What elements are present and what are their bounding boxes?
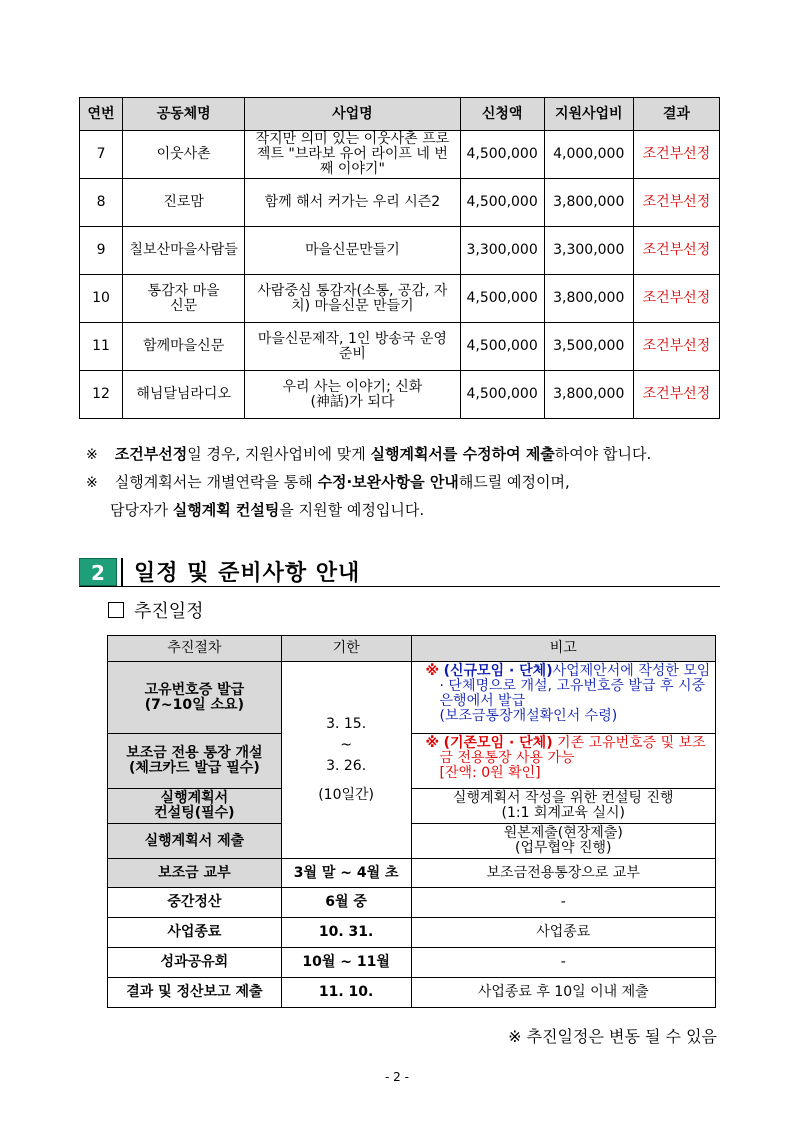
cell-requested: 4,500,000 — [460, 275, 544, 323]
page-number: - 2 - — [385, 1070, 409, 1084]
cell-remarks — [411, 662, 715, 734]
cell-project: 마을신문만들기 — [245, 227, 460, 275]
cell-requested: 3,300,000 — [460, 227, 544, 275]
col-header-deadline: 기한 — [281, 636, 411, 662]
cell-deadline-merged — [281, 662, 411, 859]
note-text: 해드릴 예정이며, — [458, 473, 570, 491]
cell-procedure: 성과공유회 — [108, 948, 282, 978]
note-symbol: ※ — [425, 735, 440, 751]
cell-deadline: 3월 말 ~ 4월 초 — [281, 859, 411, 888]
note-symbol: ※ — [425, 663, 440, 679]
cell-deadline: 11. 10. — [281, 978, 411, 1008]
cell-no: 10 — [80, 275, 123, 323]
note-text: 기존 고유번호증 및 보조금 전용통장 사용 가능 — [439, 735, 706, 766]
section-underline — [79, 586, 720, 587]
schedule-footnote: ※ 추진일정은 변동 될 수 있음 — [508, 1027, 717, 1046]
cell-group: 이웃사촌 — [123, 131, 245, 179]
table-row — [80, 323, 720, 371]
cell-group: 진로맘 — [123, 179, 245, 227]
note-text: 하여야 합니다. — [554, 445, 652, 463]
cell-deadline: 6월 중 — [281, 888, 411, 918]
cell-result: 조건부선정 — [633, 275, 719, 323]
cell-group: 칠보산마을사람들 — [123, 227, 245, 275]
procedure-sublabel: 컨설팅(필수) — [154, 805, 235, 821]
cell-requested: 4,500,000 — [460, 179, 544, 227]
cell-remarks — [411, 734, 715, 789]
table-row — [108, 859, 716, 888]
procedure-sublabel: (7~10일 소요) — [144, 696, 244, 713]
cell-procedure: 보조금 교부 — [108, 859, 282, 888]
cell-project: 마을신문제작, 1인 방송국 운영 준비 — [245, 323, 460, 371]
section-divider-bar — [121, 558, 123, 586]
table-row — [108, 789, 716, 824]
cell-no: 8 — [80, 179, 123, 227]
cell-remarks: 사업종료 — [411, 918, 715, 948]
table-row — [108, 888, 716, 918]
procedure-label: 고유번호증 발급 — [144, 681, 245, 698]
cell-requested: 4,500,000 — [460, 131, 544, 179]
note-emphasis: 조건부선정 — [114, 445, 188, 463]
deadline-duration: (10일간) — [318, 787, 375, 803]
cell-procedure: 결과 및 정산보고 제출 — [108, 978, 282, 1008]
note-emphasis: 실행계획 컨설팅 — [172, 501, 280, 519]
note-text: (1:1 회계교육 실시) — [501, 805, 625, 821]
note-text: (업무협약 진행) — [514, 840, 612, 856]
subsection-title: 추진일정 — [134, 601, 204, 622]
cell-deadline: 10. 31. — [281, 918, 411, 948]
note-text: 원본제출(현장제출) — [503, 825, 623, 841]
note-text: 사업제안서에 작성한 모임 · 단체명으로 개설, 고유번호증 발급 후 시중은행에서 발급 — [439, 663, 711, 709]
col-header-group: 공동체명 — [123, 98, 245, 131]
schedule-table — [107, 635, 716, 1008]
cell-no: 7 — [80, 131, 123, 179]
table-row — [80, 275, 720, 323]
cell-no: 11 — [80, 323, 123, 371]
col-header-result: 결과 — [633, 98, 719, 131]
procedure-label: 실행계획서 — [160, 790, 229, 806]
note-text: 실행계획서 작성을 위한 컨설팅 진행 — [452, 790, 674, 806]
table-row — [108, 662, 716, 734]
cell-project: 함께 해서 커가는 우리 시즌2 — [245, 179, 460, 227]
cell-project: 사람중심 통감자(소통, 공감, 자치) 마을신문 만들기 — [245, 275, 460, 323]
table-row — [80, 179, 720, 227]
cell-result: 조건부선정 — [633, 179, 719, 227]
cell-project: 작지만 의미 있는 이웃사촌 프로젝트 "브라보 유어 라이프 네 번째 이야기" — [245, 131, 460, 179]
selection-result-table — [79, 97, 720, 419]
cell-result: 조건부선정 — [633, 323, 719, 371]
col-header-procedure: 추진절차 — [108, 636, 282, 662]
cell-procedure: 사업종료 — [108, 918, 282, 948]
table-row — [80, 227, 720, 275]
cell-no: 9 — [80, 227, 123, 275]
cell-requested: 4,500,000 — [460, 323, 544, 371]
cell-remarks: - — [411, 888, 715, 918]
note-paren: (보조금통장개설확인서 수령) — [439, 708, 618, 724]
cell-remarks: - — [411, 948, 715, 978]
note-text: 을 지원할 예정입니다. — [279, 501, 425, 519]
cell-procedure: 중간정산 — [108, 888, 282, 918]
procedure-label: 보조금 전용 통장 개설 — [126, 745, 263, 761]
note-paren: [잔액: 0원 확인] — [439, 765, 541, 781]
cell-group: 함께마을신문 — [123, 323, 245, 371]
table-row — [108, 824, 716, 859]
cell-procedure — [108, 734, 282, 789]
cell-remarks — [411, 789, 715, 824]
note-text: 실행계획서는 개별연락을 통해 — [114, 473, 318, 491]
cell-remarks: 보조금전용통장으로 교부 — [411, 859, 715, 888]
table-header-row — [108, 636, 716, 662]
deadline-end: 3. 26. — [326, 758, 367, 774]
table-row — [108, 918, 716, 948]
note-emphasis: (기존모임 · 단체) — [443, 735, 553, 751]
note-symbol: ※ — [86, 475, 98, 491]
table-row — [80, 371, 720, 419]
col-header-requested: 신청액 — [460, 98, 544, 131]
section-number-badge: 2 — [79, 558, 117, 586]
checkbox-square-icon — [108, 602, 124, 618]
note-emphasis: 수정·보완사항을 안내 — [317, 473, 459, 491]
cell-remarks — [411, 824, 715, 859]
deadline-tilde: ~ — [340, 737, 352, 753]
cell-procedure — [108, 662, 282, 734]
table-header-row — [80, 98, 720, 131]
cell-result: 조건부선정 — [633, 131, 719, 179]
col-header-remarks: 비고 — [411, 636, 715, 662]
note-conditional — [86, 444, 651, 465]
col-header-project: 사업명 — [245, 98, 460, 131]
cell-result: 조건부선정 — [633, 371, 719, 419]
table-row — [108, 948, 716, 978]
cell-support: 3,800,000 — [544, 179, 633, 227]
cell-no: 12 — [80, 371, 123, 419]
cell-support: 4,000,000 — [544, 131, 633, 179]
note-emphasis: (신규모임 · 단체) — [443, 663, 553, 679]
cell-support: 3,800,000 — [544, 371, 633, 419]
note-text: 일 경우, 지원사업비에 맞게 — [187, 445, 371, 463]
table-row — [80, 131, 720, 179]
cell-support: 3,800,000 — [544, 275, 633, 323]
cell-deadline: 10월 ~ 11월 — [281, 948, 411, 978]
note-symbol: ※ — [86, 447, 98, 463]
note-consulting — [110, 500, 424, 520]
col-header-no: 연번 — [80, 98, 123, 131]
col-header-support: 지원사업비 — [544, 98, 633, 131]
cell-group: 해님달님라디오 — [123, 371, 245, 419]
note-emphasis: 실행계획서를 수정하여 제출 — [370, 445, 555, 463]
cell-result: 조건부선정 — [633, 227, 719, 275]
cell-procedure — [108, 789, 282, 824]
cell-support: 3,300,000 — [544, 227, 633, 275]
note-text: 담당자가 — [110, 501, 173, 519]
section-title: 일정 및 준비사항 안내 — [134, 560, 361, 586]
cell-support: 3,500,000 — [544, 323, 633, 371]
cell-group: 통감자 마을신문 — [123, 275, 245, 323]
cell-requested: 4,500,000 — [460, 371, 544, 419]
cell-procedure: 실행계획서 제출 — [108, 824, 282, 859]
deadline-start: 3. 15. — [326, 716, 367, 732]
note-plan — [86, 472, 570, 493]
procedure-sublabel: (체크카드 발급 필수) — [128, 760, 260, 776]
cell-project: 우리 사는 이야기; 신화(神話)가 되다 — [245, 371, 460, 419]
table-row — [108, 734, 716, 789]
cell-remarks: 사업종료 후 10일 이내 제출 — [411, 978, 715, 1008]
table-row — [108, 978, 716, 1008]
